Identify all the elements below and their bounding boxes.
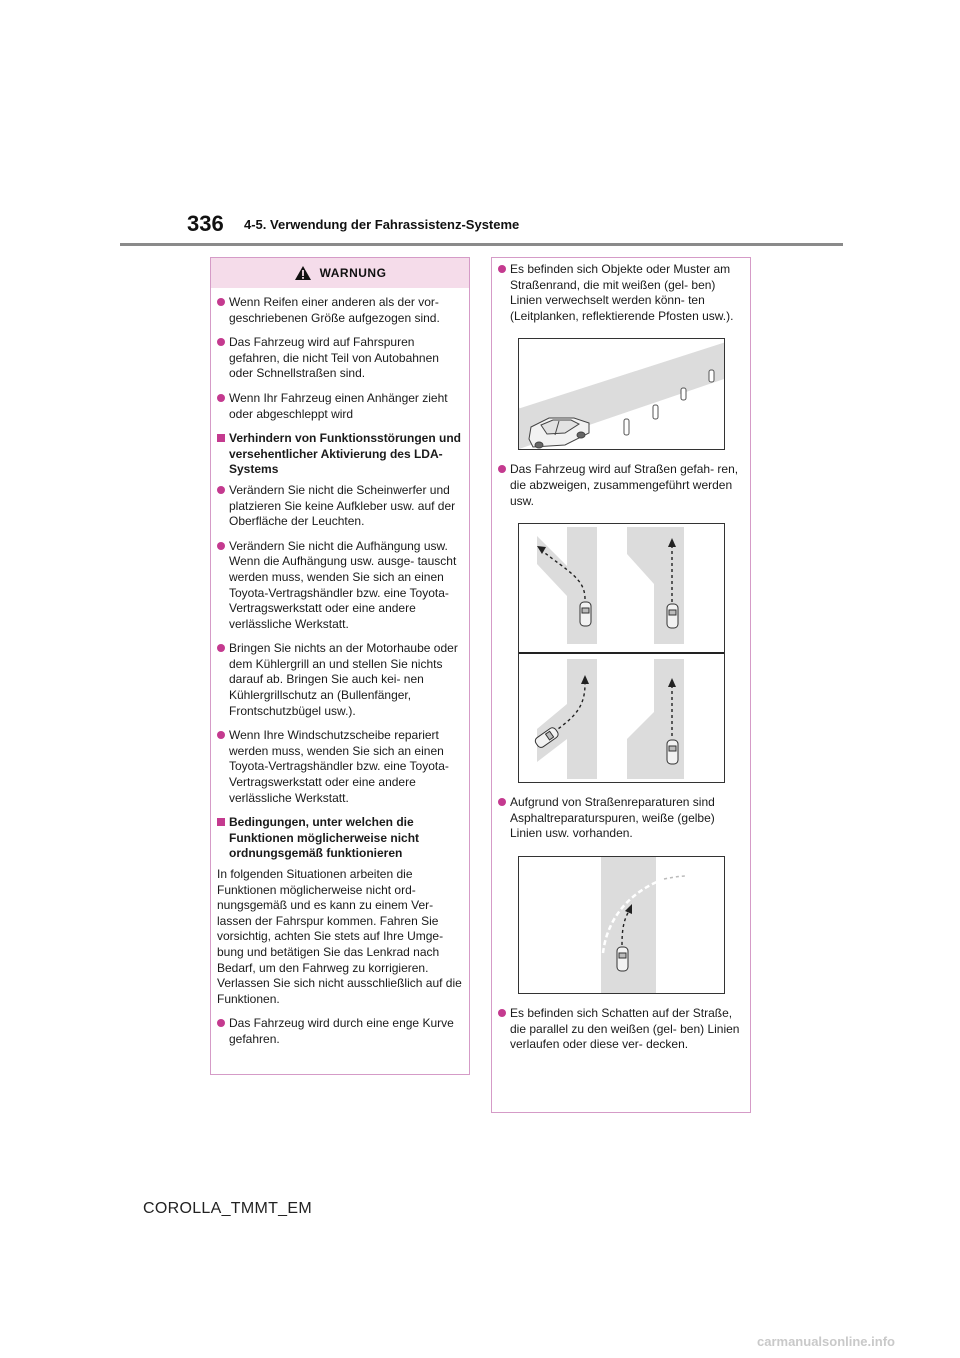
figure-branching-roads bbox=[518, 523, 725, 783]
figure-roadside-posts bbox=[518, 338, 725, 450]
warning-item: Wenn Ihre Windschutzscheibe repariert werden muss, wenden Sie sich an einen Toyota-Vertragshändler bzw. eine Toyota-Vertragswerkstatt oder eine andere verlässliche Werkstatt. bbox=[217, 728, 463, 806]
header-rule bbox=[120, 243, 843, 246]
warning-item: Das Fahrzeug wird durch eine enge Kurve gefahren. bbox=[217, 1016, 463, 1047]
warning-title: WARNUNG bbox=[319, 266, 387, 280]
car-icon bbox=[667, 604, 678, 628]
condition-item: Es befinden sich Schatten auf der Straße, die parallel zu den weißen (gel- ben) Linien verlaufen oder diese ver- decken. bbox=[498, 1006, 744, 1053]
section-title: 4-5. Verwendung der Fahrassistenz-Systeme bbox=[244, 217, 520, 232]
warning-subheading: Bedingungen, unter welchen die Funktionen möglicherweise nicht ordnungsgemäß funktionieren bbox=[217, 815, 463, 862]
branching-roads-illustration bbox=[519, 524, 724, 782]
page-number: 336 bbox=[187, 211, 224, 236]
warning-continuation-content bbox=[492, 258, 750, 1053]
model-code: COROLLA_TMMT_EM bbox=[143, 1200, 312, 1217]
roadside-posts-illustration bbox=[519, 339, 724, 449]
warning-box bbox=[210, 257, 470, 1075]
warning-item: Bringen Sie nichts an der Motorhaube oder dem Kühlergrill an und stellen Sie nichts darauf ab. Bringen Sie auch kei- nen Kühlergrillschutz an (Bullenfänger, Frontschutzbügel usw.). bbox=[217, 641, 463, 719]
car-icon bbox=[617, 947, 628, 971]
warning-triangle-icon bbox=[294, 265, 312, 281]
warning-continuation-box bbox=[491, 257, 751, 1113]
warning-item: Das Fahrzeug wird auf Fahrspuren gefahren, die nicht Teil von Autobahnen oder Schnellstraßen sind. bbox=[217, 335, 463, 382]
car-icon bbox=[667, 740, 678, 764]
condition-item: Es befinden sich Objekte oder Muster am Straßenrand, die mit weißen (gel- ben) Linien verwechselt werden könn- ten (Leitplanken, reflektierende Pfosten usw.). bbox=[498, 262, 744, 324]
warning-item: Verändern Sie nicht die Aufhängung usw. Wenn die Aufhängung usw. ausge- tauscht werden muss, wenden Sie sich an einen Toyota-Vertragshändler bzw. eine Toyota-Vertragswerkstatt oder eine andere verlässliche Werkstatt. bbox=[217, 539, 463, 633]
condition-item: Aufgrund von Straßenreparaturen sind Asphaltreparaturspuren, weiße (gelbe) Linien usw. vorhanden. bbox=[498, 795, 744, 842]
warning-header bbox=[211, 258, 469, 288]
warning-paragraph: In folgenden Situationen arbeiten die Funktionen möglicherweise nicht ord- nungsgemäß und es kann zu einem Ver- lassen der Fahrspur kommen. Fahren Sie vorsichtig, achten Sie stets auf Ihre Umge- bung und betätigen Sie das Lenkrad nach Bedarf, um den Fahrweg zu korrigieren. Verlassen Sie sich nicht ausschließlich auf die Funktionen. bbox=[217, 867, 462, 1006]
warning-item: Wenn Ihr Fahrzeug einen Anhänger zieht oder abgeschleppt wird bbox=[217, 391, 463, 422]
warning-subheading: Verhindern von Funktionsstörungen und versehentlicher Aktivierung des LDA-Systems bbox=[217, 431, 463, 478]
figure-road-repair-marks bbox=[518, 856, 725, 994]
warning-item: Verändern Sie nicht die Scheinwerfer und platzieren Sie keine Aufkleber usw. auf der Oberfläche der Leuchten. bbox=[217, 483, 463, 530]
warning-content bbox=[211, 288, 469, 1048]
condition-item: Das Fahrzeug wird auf Straßen gefah- ren, die abzweigen, zusammengeführt werden usw. bbox=[498, 462, 744, 509]
watermark: carmanualsonline.info bbox=[757, 1334, 895, 1349]
road-repair-illustration bbox=[519, 857, 724, 993]
warning-item: Wenn Reifen einer anderen als der vor- geschriebenen Größe aufgezogen sind. bbox=[217, 295, 463, 326]
car-icon bbox=[580, 602, 591, 626]
